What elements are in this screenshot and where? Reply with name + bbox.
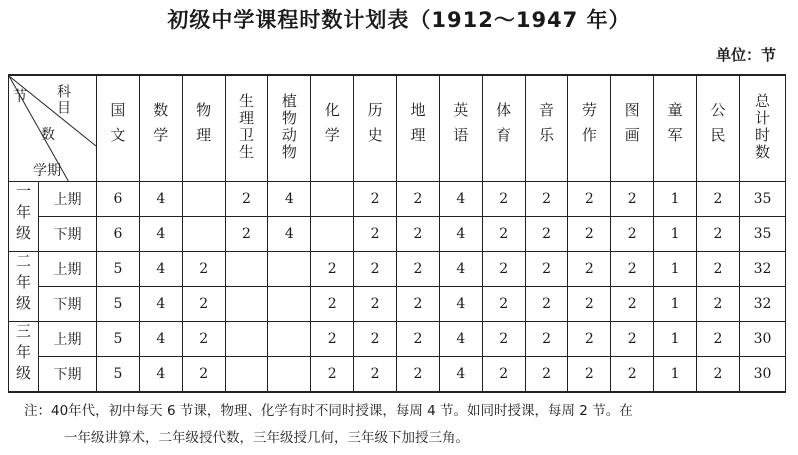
hours-cell: 2 (482, 252, 525, 287)
hours-cell: 4 (139, 287, 182, 322)
subject-header: 音乐 (525, 75, 568, 182)
year-label: 一年级 (9, 182, 39, 252)
hours-cell: 2 (525, 217, 568, 252)
hours-cell: 5 (97, 287, 140, 322)
hours-cell: 2 (482, 322, 525, 357)
hours-cell (311, 182, 354, 217)
hours-cell: 2 (568, 287, 611, 322)
corner-hours-a: 节 (13, 89, 27, 105)
subject-header: 生理卫生 (225, 75, 268, 182)
hours-cell: 2 (525, 357, 568, 393)
hours-cell: 2 (354, 217, 397, 252)
unit-label: 单位：节 (715, 46, 776, 64)
hours-cell: 2 (311, 287, 354, 322)
hours-cell: 2 (568, 217, 611, 252)
hours-cell: 2 (311, 357, 354, 393)
footnote-line-1: 注：40年代，初中每天 6 节课，物理、化学有时不同时授课，每周 4 节。如同时授课，每周 2 节。在 (24, 403, 633, 419)
hours-cell: 5 (97, 357, 140, 393)
hours-cell: 2 (697, 182, 740, 217)
hours-cell (225, 287, 268, 322)
table-row (9, 322, 786, 357)
hours-cell: 2 (697, 252, 740, 287)
table-row (9, 182, 786, 217)
hours-cell: 2 (482, 357, 525, 393)
hours-cell: 2 (611, 217, 654, 252)
hours-cell: 32 (740, 252, 786, 287)
hours-cell: 4 (439, 217, 482, 252)
hours-cell: 4 (139, 182, 182, 217)
hours-cell: 2 (397, 252, 440, 287)
subject-header: 数学 (139, 75, 182, 182)
hours-cell (182, 217, 225, 252)
hours-cell: 6 (97, 217, 140, 252)
hours-cell: 30 (740, 322, 786, 357)
hours-cell: 2 (311, 252, 354, 287)
hours-cell: 2 (397, 217, 440, 252)
hours-cell: 4 (139, 357, 182, 393)
subject-header: 公民 (697, 75, 740, 182)
hours-cell: 1 (654, 357, 697, 393)
hours-cell: 2 (354, 357, 397, 393)
hours-cell: 2 (697, 357, 740, 393)
subject-header: 童军 (654, 75, 697, 182)
footnote-line-2: 一年级讲算术，二年级授代数，三年级授几何，三年级下加授三角。 (64, 430, 469, 446)
hours-cell (268, 252, 311, 287)
subject-header: 植物动物 (268, 75, 311, 182)
hours-cell: 2 (697, 217, 740, 252)
hours-cell: 4 (439, 252, 482, 287)
subject-header: 历史 (354, 75, 397, 182)
hours-cell: 4 (268, 217, 311, 252)
year-label: 三年级 (9, 322, 39, 393)
page-title: 初级中学课程时数计划表（1912～1947 年） (167, 8, 631, 32)
year-label: 二年级 (9, 252, 39, 322)
header-row (9, 75, 786, 182)
subject-header: 国文 (97, 75, 140, 182)
hours-cell: 2 (354, 252, 397, 287)
hours-cell: 2 (354, 287, 397, 322)
hours-cell: 2 (568, 252, 611, 287)
hours-cell: 1 (654, 252, 697, 287)
hours-cell: 2 (525, 322, 568, 357)
table-row (9, 357, 786, 393)
hours-cell (268, 357, 311, 393)
hours-cell: 35 (740, 217, 786, 252)
hours-cell: 1 (654, 182, 697, 217)
hours-cell (311, 217, 354, 252)
footnote (24, 398, 784, 452)
table-row (9, 287, 786, 322)
hours-cell: 2 (311, 322, 354, 357)
subject-header: 化学 (311, 75, 354, 182)
subject-header: 物理 (182, 75, 225, 182)
hours-cell: 2 (482, 182, 525, 217)
hours-cell: 2 (568, 182, 611, 217)
hours-cell: 2 (568, 357, 611, 393)
hours-cell: 2 (525, 182, 568, 217)
hours-cell: 2 (354, 322, 397, 357)
hours-cell: 2 (611, 322, 654, 357)
corner-subject: 科目 (55, 84, 71, 116)
hours-cell (268, 322, 311, 357)
hours-cell: 32 (740, 287, 786, 322)
hours-cell: 2 (525, 287, 568, 322)
hours-cell: 1 (654, 217, 697, 252)
hours-cell: 2 (397, 322, 440, 357)
hours-cell: 2 (611, 252, 654, 287)
term-label: 下期 (39, 287, 97, 322)
term-label: 上期 (39, 252, 97, 287)
corner-cell (9, 75, 97, 182)
subject-header: 地理 (397, 75, 440, 182)
hours-cell: 2 (182, 357, 225, 393)
hours-cell: 2 (482, 287, 525, 322)
hours-cell: 2 (182, 287, 225, 322)
hours-cell: 4 (139, 252, 182, 287)
corner-hours-b: 数 (41, 127, 55, 143)
hours-cell: 2 (397, 357, 440, 393)
hours-cell (268, 287, 311, 322)
hours-cell (182, 182, 225, 217)
hours-cell: 2 (611, 287, 654, 322)
subject-header: 图画 (611, 75, 654, 182)
hours-cell: 6 (97, 182, 140, 217)
hours-cell (225, 357, 268, 393)
hours-cell: 4 (139, 322, 182, 357)
hours-cell: 2 (611, 182, 654, 217)
hours-cell: 2 (697, 322, 740, 357)
hours-cell: 2 (225, 182, 268, 217)
hours-cell: 2 (225, 217, 268, 252)
hours-cell: 2 (182, 252, 225, 287)
hours-cell: 4 (439, 287, 482, 322)
hours-cell (225, 252, 268, 287)
subject-header: 劳作 (568, 75, 611, 182)
hours-cell: 5 (97, 252, 140, 287)
subject-header: 体育 (482, 75, 525, 182)
hours-table (8, 74, 786, 393)
hours-cell: 2 (568, 322, 611, 357)
hours-cell: 4 (439, 322, 482, 357)
term-label: 上期 (39, 182, 97, 217)
hours-cell: 4 (439, 357, 482, 393)
hours-cell: 4 (268, 182, 311, 217)
hours-cell: 2 (397, 287, 440, 322)
hours-cell: 2 (354, 182, 397, 217)
table-row (9, 217, 786, 252)
hours-cell: 5 (97, 322, 140, 357)
hours-cell: 2 (525, 252, 568, 287)
hours-cell: 1 (654, 287, 697, 322)
subject-header: 总计时数 (740, 75, 786, 182)
hours-cell: 30 (740, 357, 786, 393)
hours-cell: 2 (182, 322, 225, 357)
subject-header: 英语 (439, 75, 482, 182)
hours-cell: 2 (482, 217, 525, 252)
hours-cell: 1 (654, 322, 697, 357)
term-label: 下期 (39, 357, 97, 393)
table-row (9, 252, 786, 287)
term-label: 上期 (39, 322, 97, 357)
hours-cell: 4 (439, 182, 482, 217)
hours-cell: 2 (697, 287, 740, 322)
hours-cell: 2 (611, 357, 654, 393)
hours-cell: 2 (397, 182, 440, 217)
term-label: 下期 (39, 217, 97, 252)
hours-cell: 4 (139, 217, 182, 252)
hours-cell: 35 (740, 182, 786, 217)
hours-cell (225, 322, 268, 357)
corner-term: 学期 (33, 163, 61, 179)
